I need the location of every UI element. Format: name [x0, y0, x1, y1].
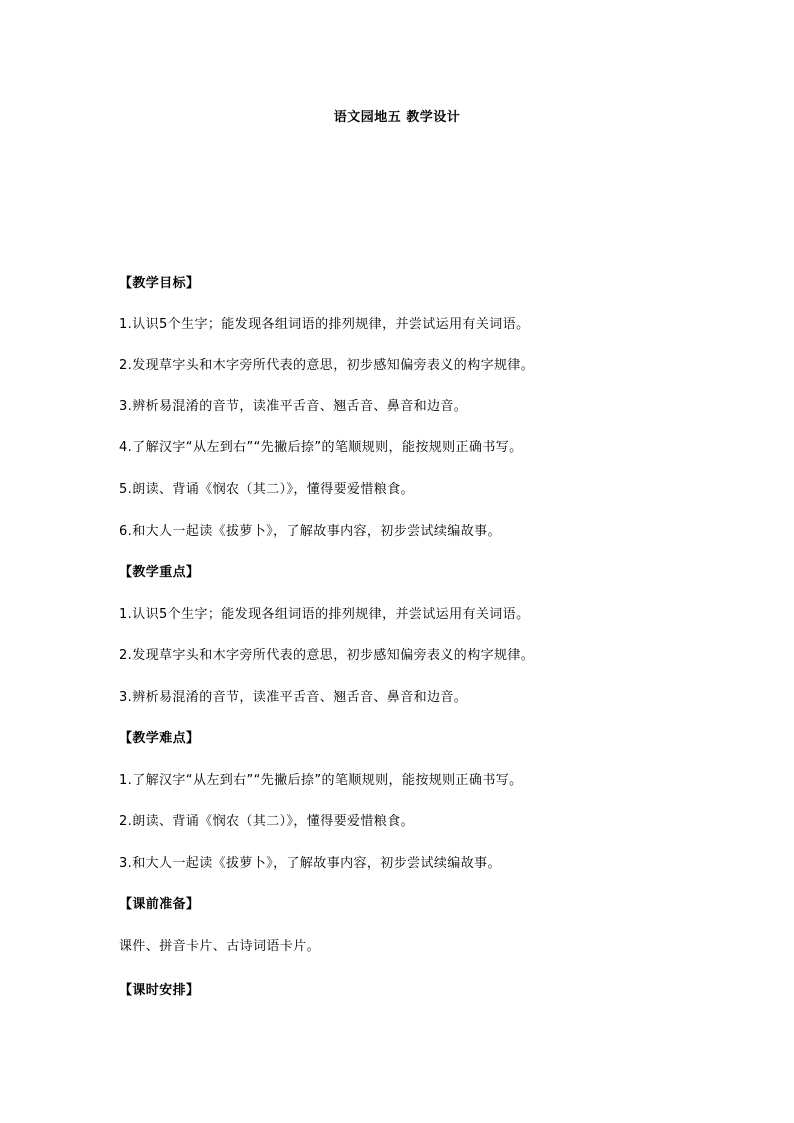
objective-item-4: 4.了解汉字“从左到右”“先撇后捺”的笔顺规则，能按规则正确书写。: [119, 440, 523, 455]
objectives-heading: 【教学目标】: [119, 276, 200, 291]
schedule-heading: 【课时安排】: [119, 983, 200, 998]
difficulty-item-1: 1.了解汉字“从左到右”“先撇后捺”的笔顺规则，能按规则正确书写。: [119, 773, 523, 788]
key-point-item-2: 2.发现草字头和木字旁所代表的意思，初步感知偏旁表义的构字规律。: [119, 648, 535, 663]
objective-item-6: 6.和大人一起读《拔萝卜》，了解故事内容，初步尝试续编故事。: [119, 524, 501, 539]
difficulties-heading: 【教学难点】: [119, 731, 200, 746]
document-title: 语文园地五 教学设计: [333, 110, 461, 125]
key-point-item-3: 3.辨析易混淆的音节，读准平舌音、翘舌音、鼻音和边音。: [119, 690, 468, 705]
objective-item-2: 2.发现草字头和木字旁所代表的意思，初步感知偏旁表义的构字规律。: [119, 358, 535, 373]
objective-item-5: 5.朗读、背诵《悯农（其二）》，懂得要爱惜粮食。: [119, 482, 415, 497]
preparation-heading: 【课前准备】: [119, 897, 200, 912]
objective-item-3: 3.辨析易混淆的音节，读准平舌音、翘舌音、鼻音和边音。: [119, 399, 468, 414]
preparation-text: 课件、拼音卡片、古诗词语卡片。: [119, 939, 321, 954]
difficulty-item-3: 3.和大人一起读《拔萝卜》，了解故事内容，初步尝试续编故事。: [119, 856, 501, 871]
difficulty-item-2: 2.朗读、背诵《悯农（其二）》，懂得要爱惜粮食。: [119, 814, 415, 829]
objective-item-1: 1.认识5个生字；能发现各组词语的排列规律，并尝试运用有关词语。: [119, 317, 530, 332]
key-point-item-1: 1.认识5个生字；能发现各组词语的排列规律，并尝试运用有关词语。: [119, 607, 530, 622]
key-points-heading: 【教学重点】: [119, 565, 200, 580]
